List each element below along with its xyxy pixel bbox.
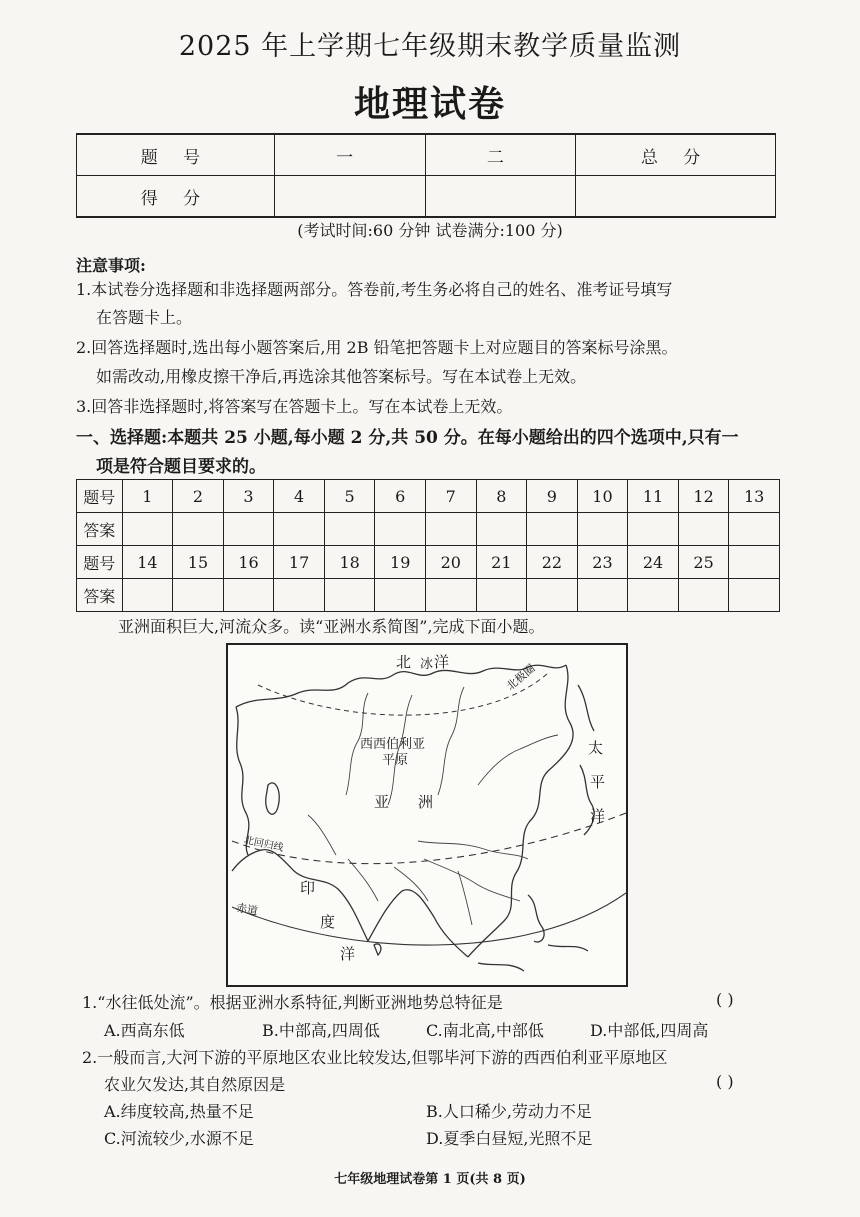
map-label-equator: 赤道 (234, 901, 259, 918)
question-num: 10 (577, 480, 628, 513)
map-label-indian-ocean: 洋 (340, 945, 356, 963)
question-2-stem: 2.一般而言,大河下游的平原地区农业比较发达,但鄂毕河下游的西西伯利亚平原地区 (82, 1048, 668, 1067)
q2-option-b[interactable]: B.人口稀少,劳动力不足 (426, 1102, 592, 1121)
map-label-siberia: 西西伯利亚 (360, 737, 426, 752)
q1-option-a[interactable]: A.西高东低 (104, 1021, 185, 1040)
question-num: 3 (223, 480, 274, 513)
answer-cell[interactable] (173, 513, 224, 546)
score-table-score-row (77, 176, 776, 218)
q1-option-d[interactable]: D.中部低,四周高 (590, 1021, 709, 1040)
subject-title: 地理试卷 (353, 83, 506, 125)
question-num: 4 (274, 480, 325, 513)
question-num: 11 (628, 480, 679, 513)
answer-cell[interactable] (425, 579, 476, 612)
answer-cell[interactable] (375, 513, 426, 546)
num-label: 题号 (77, 546, 123, 579)
score-header-cell: 二 (425, 134, 576, 176)
score-table (76, 133, 776, 218)
question-1-stem: 1.“水往低处流”。根据亚洲水系特征,判断亚洲地势总特征是 (82, 993, 503, 1012)
question-num: 6 (375, 480, 426, 513)
question-num: 23 (577, 546, 628, 579)
section-heading: 一、选择题:本题共 25 小题,每小题 2 分,共 50 分。在每小题给出的四个选项中,只有一 (76, 428, 739, 448)
answer-cell[interactable] (628, 579, 679, 612)
answer-cell[interactable] (324, 579, 375, 612)
score-header-cell: 题 号 (77, 134, 275, 176)
question-num: 22 (527, 546, 578, 579)
answer-cell[interactable] (476, 513, 527, 546)
intro-text: 亚洲面积巨大,河流众多。读“亚洲水系简图”,完成下面小题。 (118, 617, 545, 636)
answer-cell[interactable] (173, 579, 224, 612)
note-line: 1.本试卷分选择题和非选择题两部分。答卷前,考生务必将自己的姓名、准考证号填写 (76, 280, 673, 299)
question-num: 15 (173, 546, 224, 579)
question-2-stem-cont: 农业欠发达,其自然原因是 (104, 1075, 286, 1094)
answer-row (77, 579, 780, 612)
map-drawing (228, 645, 626, 985)
answer-cell[interactable] (425, 513, 476, 546)
question-1-answer-bracket[interactable]: ( ) (716, 990, 734, 1009)
score-cell[interactable] (576, 176, 776, 218)
map-label-pacific: 太 (588, 739, 604, 757)
question-num: 19 (375, 546, 426, 579)
answer-cell[interactable] (122, 579, 173, 612)
question-num: 24 (628, 546, 679, 579)
map-label-plain: 平原 (382, 753, 409, 768)
answer-cell[interactable] (527, 513, 578, 546)
answer-cell[interactable] (375, 579, 426, 612)
score-header-cell: 一 (274, 134, 425, 176)
answer-cell[interactable] (678, 579, 729, 612)
map-label-indian-ocean: 度 (320, 913, 336, 931)
question-num: 1 (122, 480, 173, 513)
map-label-pacific: 洋 (590, 807, 606, 825)
answer-cell[interactable] (274, 513, 325, 546)
note-line: 3.回答非选择题时,将答案写在答题卡上。写在本试卷上无效。 (76, 397, 513, 416)
answer-num-row (77, 480, 780, 513)
q1-option-b[interactable]: B.中部高,四周低 (262, 1021, 380, 1040)
notes-title: 注意事项: (76, 256, 146, 275)
answer-table (76, 479, 780, 612)
answer-cell[interactable] (527, 579, 578, 612)
answer-cell[interactable] (729, 579, 780, 612)
q2-option-d[interactable]: D.夏季白昼短,光照不足 (426, 1129, 593, 1148)
question-num: 8 (476, 480, 527, 513)
answer-cell[interactable] (628, 513, 679, 546)
question-num: 12 (678, 480, 729, 513)
q2-option-c[interactable]: C.河流较少,水源不足 (104, 1129, 254, 1148)
score-row-label: 得 分 (77, 176, 275, 218)
num-label: 题号 (77, 480, 123, 513)
note-line: 2.回答选择题时,选出每小题答案后,用 2B 铅笔把答题卡上对应题目的答案标号涂黑。 (76, 338, 678, 357)
exam-title: 2025 年上学期七年级期末教学质量监测 (178, 31, 682, 62)
answer-cell[interactable] (678, 513, 729, 546)
ans-label: 答案 (77, 513, 123, 546)
map-label-asia: 亚 (374, 793, 390, 811)
answer-cell[interactable] (476, 579, 527, 612)
question-num: 20 (425, 546, 476, 579)
question-num: 21 (476, 546, 527, 579)
exam-info: (考试时间:60 分钟 试卷满分:100 分) (297, 221, 563, 240)
map-label-arctic-ocean: 冰 (420, 657, 434, 672)
q2-option-a[interactable]: A.纬度较高,热量不足 (104, 1102, 254, 1121)
answer-cell[interactable] (729, 513, 780, 546)
map-label-arctic-circle: 北极圈 (504, 661, 538, 693)
question-num (729, 546, 780, 579)
question-num: 17 (274, 546, 325, 579)
score-cell[interactable] (274, 176, 425, 218)
page-footer: 七年级地理试卷第 1 页(共 8 页) (334, 1172, 526, 1187)
question-num: 13 (729, 480, 780, 513)
answer-row (77, 513, 780, 546)
score-cell[interactable] (425, 176, 576, 218)
ans-label: 答案 (77, 579, 123, 612)
asia-river-map (226, 643, 628, 987)
q1-option-c[interactable]: C.南北高,中部低 (426, 1021, 544, 1040)
answer-cell[interactable] (577, 579, 628, 612)
question-num: 2 (173, 480, 224, 513)
question-num: 5 (324, 480, 375, 513)
answer-cell[interactable] (223, 579, 274, 612)
score-header-cell: 总 分 (576, 134, 776, 176)
question-num: 25 (678, 546, 729, 579)
answer-num-row (77, 546, 780, 579)
score-table-header-row (77, 134, 776, 176)
question-num: 18 (324, 546, 375, 579)
answer-cell[interactable] (577, 513, 628, 546)
question-2-answer-bracket[interactable]: ( ) (716, 1072, 734, 1091)
answer-cell[interactable] (223, 513, 274, 546)
question-num: 14 (122, 546, 173, 579)
map-label-indian-ocean: 印 (300, 879, 316, 897)
question-num: 9 (527, 480, 578, 513)
question-num: 16 (223, 546, 274, 579)
note-line: 如需改动,用橡皮擦干净后,再选涂其他答案标号。写在本试卷上无效。 (96, 367, 587, 386)
map-label-arctic-ocean: 洋 (434, 653, 450, 671)
map-label-arctic-ocean: 北 (396, 653, 412, 671)
question-num: 7 (425, 480, 476, 513)
map-label-tropic: 北回归线 (242, 834, 285, 854)
answer-cell[interactable] (274, 579, 325, 612)
section-heading-cont: 项是符合题目要求的。 (96, 457, 266, 477)
note-line: 在答题卡上。 (96, 308, 193, 327)
map-label-pacific: 平 (590, 773, 606, 791)
map-label-asia: 洲 (418, 793, 434, 811)
answer-cell[interactable] (324, 513, 375, 546)
answer-cell[interactable] (122, 513, 173, 546)
